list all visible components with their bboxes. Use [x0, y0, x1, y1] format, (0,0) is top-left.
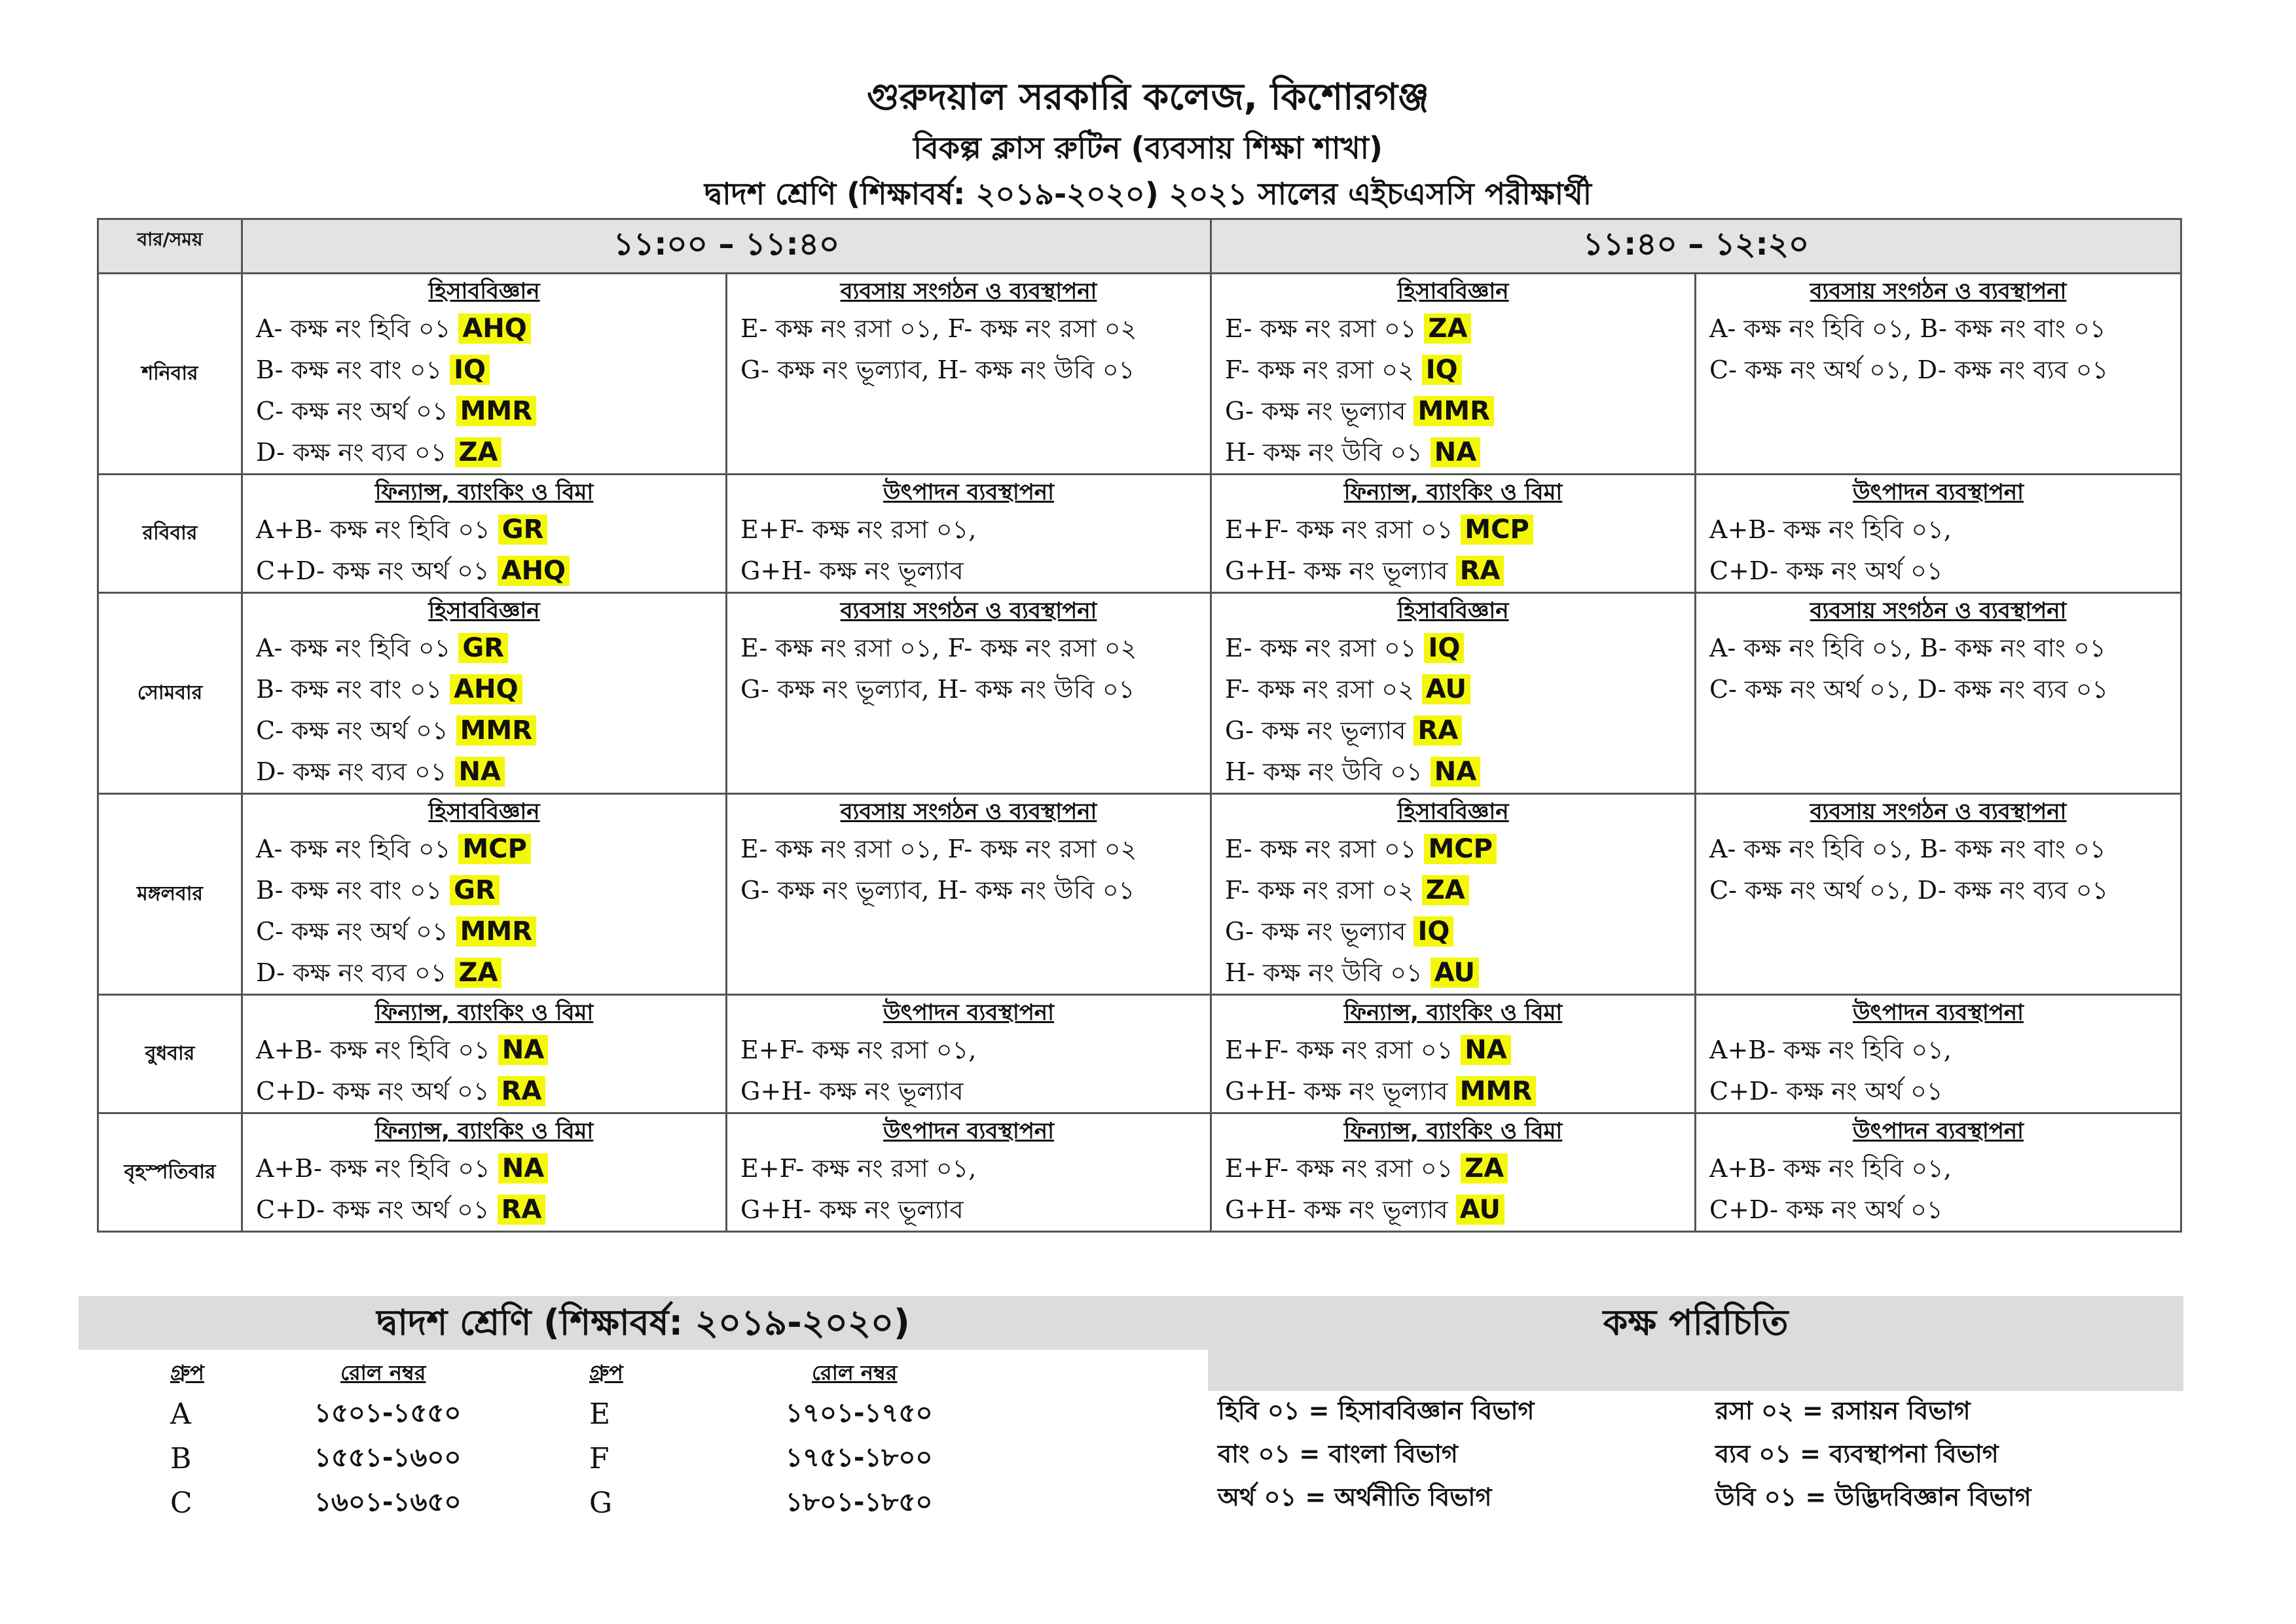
class-cell: [242, 794, 727, 995]
subject-name: ব্যবসায় সংগঠন ও ব্যবস্থাপনা: [1810, 598, 2067, 624]
teacher-code-badge: AHQ: [450, 674, 522, 704]
subject-name: হিসাববিজ্ঞান: [428, 598, 540, 624]
room-assignment-line: [727, 870, 1210, 911]
room-assignment-line: [243, 829, 725, 870]
room-assignment-text: C- কক্ষ নং অর্থ ০১, D- কক্ষ নং ব্যব ০১: [1709, 355, 2109, 384]
teacher-code-badge: MCP: [1424, 834, 1496, 864]
room-assignment-line: [1696, 509, 2180, 550]
room-assignment-line: [727, 1030, 1210, 1071]
class-cell: [1696, 995, 2181, 1113]
class-cell: [242, 593, 727, 794]
subject-name: উৎপাদন ব্যবস্থাপনা: [1853, 1000, 2024, 1026]
class-cell: [727, 995, 1211, 1113]
room-assignment-line: [243, 870, 725, 911]
teacher-code-badge: IQ: [1422, 355, 1462, 385]
teacher-code-badge: MMR: [456, 916, 536, 947]
group-row: [170, 1481, 982, 1525]
teacher-code-badge: NA: [1430, 757, 1480, 787]
room-assignment-text: A- কক্ষ নং হিবি ০১: [256, 314, 459, 343]
room-assignment-line: [243, 432, 725, 473]
roll-range: ১৭৫১-১৮০০: [786, 1442, 933, 1473]
room-assignment-text: G- কক্ষ নং ভূল্যাব: [1225, 917, 1414, 946]
class-cell: [1696, 1113, 2181, 1232]
room-assignment-text: A+B- কক্ষ নং হিবি ০১: [256, 515, 498, 544]
room-assignment-line: [727, 509, 1210, 550]
room-assignment-line: [1696, 1071, 2180, 1112]
class-cell: [1211, 274, 1696, 475]
day-label: শনিবার: [98, 274, 242, 475]
group-row: [170, 1436, 982, 1481]
room-assignment-text: A- কক্ষ নং হিবি ০১: [256, 634, 459, 662]
room-assignment-text: B- কক্ষ নং বাং ০১: [256, 675, 450, 704]
room-assignment-line: [243, 1030, 725, 1071]
subject-name: হিসাববিজ্ঞান: [1397, 598, 1509, 624]
room-assignment-line: [1212, 911, 1694, 952]
class-cell: [1211, 475, 1696, 593]
room-assignment-text: G- কক্ষ নং ভূল্যাব, H- কক্ষ নং উবি ০১: [740, 355, 1135, 384]
room-assignment-text: E+F- কক্ষ নং রসা ০১: [1225, 1154, 1461, 1183]
room-assignment-text: E+F- কক্ষ নং রসা ০১: [1225, 515, 1461, 544]
teacher-code-badge: AHQ: [498, 556, 570, 586]
routine-row: [98, 1113, 2181, 1232]
room-assignment-line: [1696, 870, 2180, 911]
room-legend-entry: অর্থ ০১ = অর্থনীতি বিভাগ: [1218, 1483, 1492, 1511]
room-assignment-text: A+B- কক্ষ নং হিবি ০১: [256, 1036, 498, 1064]
room-assignment-text: D- কক্ষ নং ব্যব ০১: [256, 438, 455, 467]
teacher-code-badge: ZA: [1424, 314, 1471, 344]
room-assignment-line: [1696, 1030, 2180, 1071]
room-assignment-line: [1696, 1148, 2180, 1189]
day-label: বৃহস্পতিবার: [98, 1113, 242, 1232]
routine-row: [98, 794, 2181, 995]
room-assignment-line: [1212, 1189, 1694, 1231]
subject-name: উৎপাদন ব্যবস্থাপনা: [1853, 1118, 2024, 1144]
room-assignment-text: E+F- কক্ষ নং রসা ০১,: [740, 1154, 977, 1183]
room-section-title: কক্ষ পরিচিতি: [1603, 1302, 1789, 1343]
roll-col-header-2: রোল নম্বর: [812, 1360, 898, 1385]
subject-name: ফিন্যান্স, ব্যাংকিং ও বিমা: [1343, 1118, 1563, 1144]
class-cell: [242, 274, 727, 475]
subject-name: হিসাববিজ্ঞান: [428, 799, 540, 825]
room-assignment-line: [1212, 669, 1694, 710]
teacher-code-badge: MMR: [1413, 396, 1493, 426]
subject-name: ফিন্যান্স, ব্যাংকিং ও বিমা: [1343, 479, 1563, 505]
room-assignment-text: G+H- কক্ষ নং ভূল্যাব: [740, 556, 964, 585]
room-assignment-line: [1212, 391, 1694, 432]
room-assignment-text: C+D- কক্ষ নং অর্থ ০১: [1709, 1195, 1943, 1224]
routine-row: [98, 995, 2181, 1113]
room-assignment-text: A+B- কক্ষ নং হিবি ০১,: [1709, 1036, 1952, 1064]
room-assignment-text: A- কক্ষ নং হিবি ০১, B- কক্ষ নং বাং ০১: [1709, 835, 2106, 863]
room-assignment-line: [1212, 350, 1694, 391]
day-label: সোমবার: [98, 593, 242, 794]
teacher-code-badge: MMR: [456, 396, 536, 426]
room-assignment-line: [727, 350, 1210, 391]
room-legend-entry: বাং ০১ = বাংলা বিভাগ: [1218, 1439, 1458, 1468]
class-cell: [727, 794, 1211, 995]
subject-name: ব্যবসায় সংগঠন ও ব্যবস্থাপনা: [840, 278, 1097, 304]
room-assignment-line: [243, 391, 725, 432]
class-cell: [1211, 995, 1696, 1113]
room-assignment-text: G- কক্ষ নং ভূল্যাব: [1225, 716, 1414, 745]
teacher-code-badge: ZA: [455, 437, 502, 467]
room-assignment-text: C+D- কক্ষ নং অর্থ ০১: [1709, 1077, 1943, 1106]
subject-name: ব্যবসায় সংগঠন ও ব্যবস্থাপনা: [1810, 799, 2067, 825]
teacher-code-badge: IQ: [1413, 916, 1453, 947]
room-assignment-text: C+D- কক্ষ নং অর্থ ০১: [256, 556, 498, 585]
group-letter: A: [170, 1397, 191, 1431]
roll-range: ১৭০১-১৭৫০: [786, 1398, 933, 1428]
group-roll-table: [170, 1356, 982, 1525]
teacher-code-badge: AHQ: [458, 314, 530, 344]
roll-range: ১৫০১-১৫৫০: [314, 1398, 462, 1428]
room-assignment-line: [243, 350, 725, 391]
room-assignment-text: E- কক্ষ নং রসা ০১: [1225, 835, 1425, 863]
room-assignment-text: E- কক্ষ নং রসা ০১, F- কক্ষ নং রসা ০২: [740, 634, 1137, 662]
teacher-code-badge: AU: [1422, 674, 1470, 704]
room-assignment-text: C- কক্ষ নং অর্থ ০১: [256, 397, 456, 425]
room-assignment-line: [1212, 751, 1694, 793]
teacher-code-badge: MMR: [1456, 1076, 1536, 1106]
subject-name: ব্যবসায় সংগঠন ও ব্যবস্থাপনা: [1810, 278, 2067, 304]
room-assignment-text: E+F- কক্ষ নং রসা ০১,: [740, 1036, 977, 1064]
room-assignment-line: [1212, 1148, 1694, 1189]
teacher-code-badge: MMR: [456, 715, 536, 746]
subject-name: হিসাববিজ্ঞান: [1397, 799, 1509, 825]
room-assignment-text: A- কক্ষ নং হিবি ০১, B- কক্ষ নং বাং ০১: [1709, 314, 2106, 343]
room-assignment-line: [1696, 829, 2180, 870]
room-assignment-text: A+B- কক্ষ নং হিবি ০১,: [1709, 1154, 1952, 1183]
room-assignment-text: A+B- কক্ষ নং হিবি ০১: [256, 1154, 498, 1183]
group-letter: C: [170, 1486, 192, 1520]
roll-range: ১৮০১-১৮৫০: [786, 1487, 933, 1517]
room-assignment-line: [1212, 870, 1694, 911]
room-assignment-line: [727, 550, 1210, 592]
slot-2-header: ১১:৪০ – ১২:২০: [1211, 219, 2181, 274]
class-cell: [1211, 794, 1696, 995]
room-assignment-text: H- কক্ষ নং উবি ০১: [1225, 958, 1430, 987]
room-assignment-line: [727, 669, 1210, 710]
teacher-code-badge: GR: [458, 633, 508, 663]
group-col-header-2: গ্রুপ: [589, 1360, 623, 1385]
room-assignment-line: [727, 829, 1210, 870]
teacher-code-badge: GR: [498, 514, 548, 545]
room-assignment-line: [1696, 550, 2180, 592]
subject-name: ফিন্যান্স, ব্যাংকিং ও বিমা: [374, 1000, 594, 1026]
room-legend-entry: হিবি ০১ = হিসাববিজ্ঞান বিভাগ: [1218, 1396, 1535, 1425]
room-legend-row: [1218, 1434, 2108, 1477]
teacher-code-badge: ZA: [455, 958, 502, 988]
teacher-code-badge: ZA: [1461, 1153, 1508, 1183]
subject-name: উৎপাদন ব্যবস্থাপনা: [1853, 479, 2024, 505]
teacher-code-badge: GR: [450, 875, 500, 905]
subject-name: ফিন্যান্স, ব্যাংকিং ও বিমা: [374, 479, 594, 505]
teacher-code-badge: NA: [455, 757, 505, 787]
day-time-header: বার/সময়: [98, 219, 242, 274]
class-cell: [242, 995, 727, 1113]
room-assignment-line: [727, 1071, 1210, 1112]
room-assignment-line: [1696, 350, 2180, 391]
teacher-code-badge: IQ: [1424, 633, 1464, 663]
room-assignment-text: A+B- কক্ষ নং হিবি ০১,: [1709, 515, 1952, 544]
room-assignment-text: C+D- কক্ষ নং অর্থ ০১: [1709, 556, 1943, 585]
room-assignment-line: [1212, 628, 1694, 669]
group-letter: G: [589, 1486, 613, 1520]
class-cell: [1696, 274, 2181, 475]
group-row: [170, 1392, 982, 1436]
room-assignment-text: C- কক্ষ নং অর্থ ০১, D- কক্ষ নং ব্যব ০১: [1709, 675, 2109, 704]
roll-range: ১৬০১-১৬৫০: [314, 1487, 462, 1517]
room-assignment-text: E- কক্ষ নং রসা ০১, F- কক্ষ নং রসা ০২: [740, 314, 1137, 343]
room-legend-entry: রসা ০২ = রসায়ন বিভাগ: [1715, 1396, 1971, 1425]
room-assignment-line: [243, 1189, 725, 1231]
routine-row: [98, 274, 2181, 475]
class-cell: [1696, 475, 2181, 593]
subject-name: ফিন্যান্স, ব্যাংকিং ও বিমা: [1343, 1000, 1563, 1026]
teacher-code-badge: MCP: [458, 834, 530, 864]
room-assignment-text: B- কক্ষ নং বাং ০১: [256, 355, 450, 384]
room-assignment-line: [243, 550, 725, 592]
room-assignment-text: G- কক্ষ নং ভূল্যাব, H- কক্ষ নং উবি ০১: [740, 876, 1135, 905]
room-legend-row: [1218, 1477, 2108, 1521]
group-letter: B: [170, 1441, 192, 1475]
room-assignment-text: D- কক্ষ নং ব্যব ০১: [256, 757, 455, 786]
teacher-code-badge: ZA: [1422, 875, 1469, 905]
slot-1-header: ১১:০০ – ১১:৪০: [242, 219, 1211, 274]
teacher-code-badge: RA: [1413, 715, 1462, 746]
room-assignment-text: C- কক্ষ নং অর্থ ০১: [256, 716, 456, 745]
room-assignment-line: [243, 628, 725, 669]
room-assignment-line: [1212, 829, 1694, 870]
room-assignment-text: G+H- কক্ষ নং ভূল্যাব: [740, 1195, 964, 1224]
room-assignment-text: B- কক্ষ নং বাং ০১: [256, 876, 450, 905]
college-title: গুরুদয়াল সরকারি কলেজ, কিশোরগঞ্জ: [867, 76, 1429, 118]
teacher-code-badge: NA: [498, 1035, 548, 1065]
teacher-code-badge: AU: [1430, 958, 1479, 988]
subject-name: হিসাববিজ্ঞান: [428, 278, 540, 304]
room-assignment-line: [1212, 509, 1694, 550]
room-assignment-line: [1212, 1071, 1694, 1112]
day-label: মঙ্গলবার: [98, 794, 242, 995]
room-assignment-line: [243, 911, 725, 952]
day-label: রবিবার: [98, 475, 242, 593]
room-assignment-line: [1212, 1030, 1694, 1071]
class-cell: [1211, 593, 1696, 794]
room-assignment-line: [243, 308, 725, 350]
room-assignment-text: C+D- কক্ষ নং অর্থ ০১: [256, 1077, 498, 1106]
teacher-code-badge: NA: [1461, 1035, 1510, 1065]
room-assignment-text: E+F- কক্ষ নং রসা ০১,: [740, 515, 977, 544]
room-assignment-text: C- কক্ষ নং অর্থ ০১, D- কক্ষ নং ব্যব ০১: [1709, 876, 2109, 905]
teacher-code-badge: AU: [1456, 1195, 1504, 1225]
room-assignment-line: [727, 308, 1210, 350]
room-assignment-text: A- কক্ষ নং হিবি ০১: [256, 835, 459, 863]
room-assignment-text: C+D- কক্ষ নং অর্থ ০১: [256, 1195, 498, 1224]
room-assignment-line: [243, 1148, 725, 1189]
room-assignment-text: E- কক্ষ নং রসা ০১: [1225, 314, 1425, 343]
room-assignment-line: [1696, 669, 2180, 710]
room-assignment-text: F- কক্ষ নং রসা ০২: [1225, 355, 1422, 384]
room-assignment-text: G+H- কক্ষ নং ভূল্যাব: [1225, 1195, 1456, 1224]
subject-name: ফিন্যান্স, ব্যাংকিং ও বিমা: [374, 1118, 594, 1144]
subject-name: উৎপাদন ব্যবস্থাপনা: [883, 1000, 1054, 1026]
room-assignment-line: [1696, 628, 2180, 669]
room-assignment-text: F- কক্ষ নং রসা ০২: [1225, 675, 1422, 704]
room-assignment-text: D- কক্ষ নং ব্যব ০১: [256, 958, 455, 987]
room-assignment-line: [1696, 308, 2180, 350]
teacher-code-badge: IQ: [450, 355, 490, 385]
room-assignment-text: A- কক্ষ নং হিবি ০১, B- কক্ষ নং বাং ০১: [1709, 634, 2106, 662]
class-cell: [1696, 593, 2181, 794]
room-assignment-text: G+H- কক্ষ নং ভূল্যাব: [1225, 556, 1456, 585]
room-assignment-line: [1696, 1189, 2180, 1231]
room-legend-row: [1218, 1391, 2108, 1434]
class-cell: [727, 593, 1211, 794]
room-assignment-line: [727, 1189, 1210, 1231]
teacher-code-badge: RA: [498, 1076, 546, 1106]
teacher-code-badge: NA: [498, 1153, 548, 1183]
room-assignment-text: G+H- কক্ষ নং ভূল্যাব: [740, 1077, 964, 1106]
room-assignment-text: H- কক্ষ নং উবি ০১: [1225, 438, 1430, 467]
class-info-line: দ্বাদশ শ্রেণি (শিক্ষাবর্ষ: ২০১৯-২০২০) ২০২১ সালের এইচএসসি পরীক্ষার্থী: [704, 176, 1592, 211]
subject-name: ব্যবসায় সংগঠন ও ব্যবস্থাপনা: [840, 598, 1097, 624]
room-assignment-text: E- কক্ষ নং রসা ০১, F- কক্ষ নং রসা ০২: [740, 835, 1137, 863]
room-legend-entry: উবি ০১ = উদ্ভিদবিজ্ঞান বিভাগ: [1715, 1483, 2032, 1511]
group-section-title: দ্বাদশ শ্রেণি (শিক্ষাবর্ষ: ২০১৯-২০২০): [79, 1296, 1208, 1350]
room-assignment-line: [1212, 550, 1694, 592]
room-assignment-line: [1212, 432, 1694, 473]
room-legend-table: [1218, 1391, 2108, 1521]
room-assignment-line: [243, 952, 725, 994]
room-assignment-line: [727, 628, 1210, 669]
class-cell: [242, 1113, 727, 1232]
group-col-header: গ্রুপ: [170, 1360, 204, 1385]
class-cell: [1696, 794, 2181, 995]
room-assignment-line: [243, 751, 725, 793]
teacher-code-badge: NA: [1430, 437, 1480, 467]
room-assignment-text: E- কক্ষ নং রসা ০১: [1225, 634, 1425, 662]
room-assignment-text: G- কক্ষ নং ভূল্যাব: [1225, 397, 1414, 425]
room-assignment-line: [727, 1148, 1210, 1189]
room-assignment-text: C- কক্ষ নং অর্থ ০১: [256, 917, 456, 946]
room-assignment-line: [243, 710, 725, 751]
room-legend-entry: ব্যব ০১ = ব্যবস্থাপনা বিভাগ: [1715, 1439, 1999, 1468]
routine-subtitle: বিকল্প ক্লাস রুটিন (ব্যবসায় শিক্ষা শাখা): [913, 130, 1383, 166]
teacher-code-badge: RA: [1456, 556, 1504, 586]
room-assignment-line: [1212, 952, 1694, 994]
roll-range: ১৫৫১-১৬০০: [314, 1442, 462, 1473]
class-cell: [727, 274, 1211, 475]
room-assignment-line: [1212, 308, 1694, 350]
routine-row: [98, 593, 2181, 794]
room-assignment-text: F- কক্ষ নং রসা ০২: [1225, 876, 1422, 905]
class-cell: [242, 475, 727, 593]
group-letter: F: [589, 1441, 610, 1475]
subject-name: ব্যবসায় সংগঠন ও ব্যবস্থাপনা: [840, 799, 1097, 825]
day-label: বুধবার: [98, 995, 242, 1113]
room-assignment-line: [243, 1071, 725, 1112]
room-assignment-text: G- কক্ষ নং ভূল্যাব, H- কক্ষ নং উবি ০১: [740, 675, 1135, 704]
teacher-code-badge: RA: [498, 1195, 546, 1225]
class-cell: [1211, 1113, 1696, 1232]
room-assignment-text: H- কক্ষ নং উবি ০১: [1225, 757, 1430, 786]
routine-table: [97, 218, 2182, 1233]
group-letter: E: [589, 1397, 611, 1431]
subject-name: উৎপাদন ব্যবস্থাপনা: [883, 1118, 1054, 1144]
routine-row: [98, 475, 2181, 593]
class-cell: [727, 1113, 1211, 1232]
room-assignment-text: E+F- কক্ষ নং রসা ০১: [1225, 1036, 1461, 1064]
room-assignment-line: [1212, 710, 1694, 751]
teacher-code-badge: MCP: [1461, 514, 1533, 545]
room-assignment-line: [243, 669, 725, 710]
subject-name: হিসাববিজ্ঞান: [1397, 278, 1509, 304]
room-assignment-text: G+H- কক্ষ নং ভূল্যাব: [1225, 1077, 1456, 1106]
room-section-band: [1208, 1296, 2183, 1391]
room-assignment-line: [243, 509, 725, 550]
subject-name: উৎপাদন ব্যবস্থাপনা: [883, 479, 1054, 505]
class-cell: [727, 475, 1211, 593]
roll-col-header: রোল নম্বর: [340, 1360, 426, 1385]
